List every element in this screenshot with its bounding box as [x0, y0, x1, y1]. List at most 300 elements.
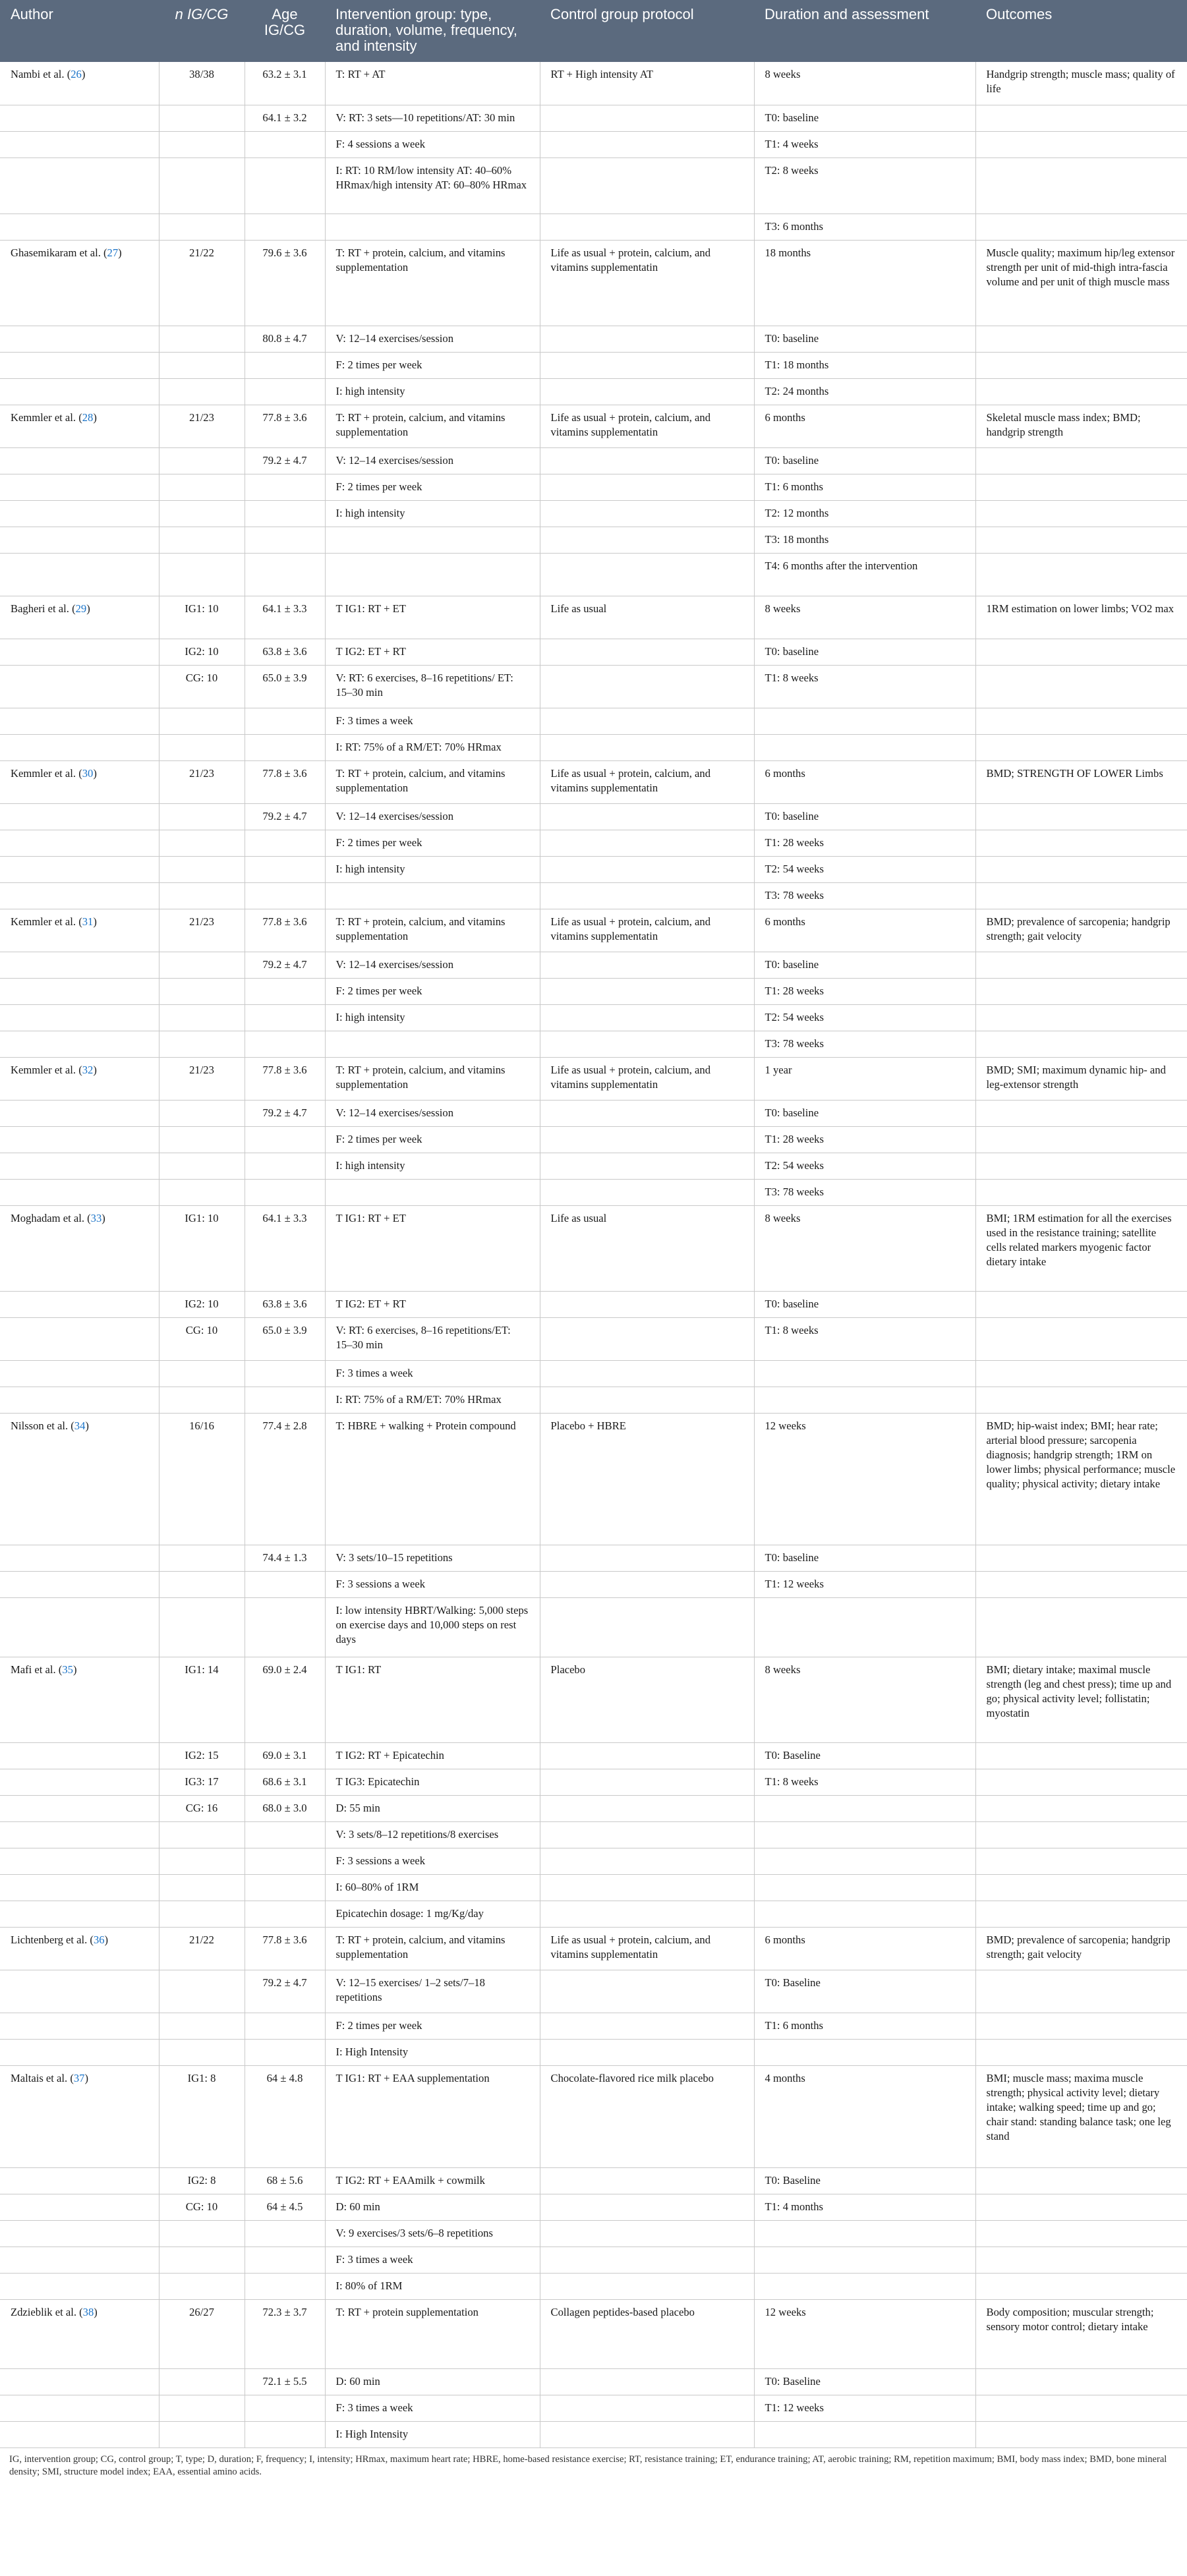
- cell-duration: 6 months: [754, 760, 975, 803]
- reference-link[interactable]: 34: [74, 1419, 86, 1432]
- table-row: [0, 214, 1187, 240]
- cell-control: RT + High intensity AT: [540, 62, 754, 105]
- cell-duration: T1: 28 weeks: [754, 1126, 975, 1153]
- cell-age: [245, 708, 325, 734]
- table-row: [0, 2065, 1187, 2167]
- cell-sample-size: [159, 2039, 245, 2065]
- cell-age: 64 ± 4.5: [245, 2194, 325, 2220]
- cell-duration: 6 months: [754, 405, 975, 447]
- cell-duration: [754, 1597, 975, 1657]
- cell-outcomes: [975, 978, 1187, 1004]
- reference-link[interactable]: 33: [90, 1211, 102, 1224]
- cell-outcomes: [975, 1360, 1187, 1387]
- cell-author: [0, 1387, 159, 1413]
- cell-outcomes: BMI; dietary intake; maximal muscle strength (leg and chest press); time up and go; physical activity level; follistatin; myostatin: [975, 1657, 1187, 1742]
- cell-intervention: T IG1: RT + ET: [325, 596, 540, 639]
- cell-age: [245, 378, 325, 405]
- cell-control: [540, 1317, 754, 1360]
- cell-outcomes: [975, 1848, 1187, 1874]
- cell-control: [540, 952, 754, 978]
- cell-author: [0, 734, 159, 760]
- cell-duration: 12 weeks: [754, 1413, 975, 1545]
- cell-age: [245, 2421, 325, 2447]
- cell-control: [540, 157, 754, 214]
- table-footnote: IG, intervention group; CG, control group; T, type; D, duration; F, frequency; I, intensity; HRmax, maximum heart rate; HBRE, home-based resistance exercise; RT, resistance training; ET, endurance training; AT, aerobic training; RM, repetition maximum; BMI, body mass index; BMD, bone mineral density; SMI, structure model index; EAA, essential amino acids.: [9, 2453, 1167, 2477]
- cell-age: [245, 1153, 325, 1179]
- table-row: [0, 157, 1187, 214]
- cell-author: [0, 1769, 159, 1795]
- cell-age: 77.8 ± 3.6: [245, 760, 325, 803]
- cell-outcomes: [975, 500, 1187, 527]
- cell-duration: T1: 28 weeks: [754, 978, 975, 1004]
- cell-sample-size: IG2: 10: [159, 1291, 245, 1317]
- table-row: [0, 2273, 1187, 2299]
- cell-intervention: I: low intensity HBRT/Walking: 5,000 steps on exercise days and 10,000 steps on rest days: [325, 1597, 540, 1657]
- table-row: [0, 2194, 1187, 2220]
- cell-sample-size: [159, 1387, 245, 1413]
- cell-control: [540, 553, 754, 596]
- author-name: Kemmler et al.: [11, 1063, 76, 1076]
- cell-intervention: F: 2 times per week: [325, 1126, 540, 1153]
- cell-author: [0, 1571, 159, 1597]
- cell-control: [540, 1291, 754, 1317]
- cell-outcomes: [975, 447, 1187, 474]
- cell-outcomes: [975, 378, 1187, 405]
- cell-author: Ghasemikaram et al. (27): [0, 240, 159, 326]
- cell-outcomes: [975, 734, 1187, 760]
- cell-sample-size: [159, 882, 245, 909]
- cell-control: [540, 1126, 754, 1153]
- table-row: [0, 447, 1187, 474]
- table-row: [0, 2167, 1187, 2194]
- cell-sample-size: [159, 856, 245, 882]
- cell-duration: T0: baseline: [754, 952, 975, 978]
- table-row: [0, 62, 1187, 105]
- cell-duration: [754, 1821, 975, 1848]
- cell-outcomes: [975, 1742, 1187, 1769]
- cell-intervention: T: RT + protein, calcium, and vitamins supplementation: [325, 760, 540, 803]
- cell-sample-size: [159, 1004, 245, 1031]
- cell-age: 65.0 ± 3.9: [245, 665, 325, 708]
- cell-age: 79.2 ± 4.7: [245, 1970, 325, 2013]
- cell-outcomes: BMD; prevalence of sarcopenia; handgrip strength; gait velocity: [975, 909, 1187, 952]
- cell-intervention: T IG2: RT + EAAmilk + cowmilk: [325, 2167, 540, 2194]
- cell-intervention: T IG1: RT: [325, 1657, 540, 1742]
- cell-control: [540, 2247, 754, 2273]
- cell-duration: 1 year: [754, 1057, 975, 1100]
- cell-outcomes: [975, 1291, 1187, 1317]
- cell-control: [540, 1179, 754, 1205]
- cell-age: 77.8 ± 3.6: [245, 405, 325, 447]
- cell-outcomes: [975, 1970, 1187, 2013]
- author-name: Mafi et al.: [11, 1663, 56, 1676]
- table-row: [0, 760, 1187, 803]
- cell-intervention: [325, 553, 540, 596]
- cell-sample-size: [159, 500, 245, 527]
- table-row: [0, 378, 1187, 405]
- table-row: [0, 2368, 1187, 2395]
- cell-author: [0, 2247, 159, 2273]
- cell-author: [0, 1179, 159, 1205]
- cell-control: [540, 1387, 754, 1413]
- cell-author: [0, 1100, 159, 1126]
- cell-duration: T2: 24 months: [754, 378, 975, 405]
- cell-control: [540, 1571, 754, 1597]
- cell-outcomes: BMD; hip-waist index; BMI; hear rate; arterial blood pressure; sarcopenia diagnosis; handgrip strength; 1RM on lower limbs; physical performance; muscle quality; physical activity; dietary intake: [975, 1413, 1187, 1545]
- cell-outcomes: Muscle quality; maximum hip/leg extensor strength per unit of mid-thigh intra-fascia volume and per unit of thigh muscle mass: [975, 240, 1187, 326]
- cell-sample-size: [159, 1179, 245, 1205]
- cell-author: [0, 1545, 159, 1571]
- cell-age: [245, 830, 325, 856]
- cell-control: [540, 1545, 754, 1571]
- cell-outcomes: [975, 1317, 1187, 1360]
- cell-control: [540, 1360, 754, 1387]
- cell-intervention: F: 2 times per week: [325, 474, 540, 500]
- cell-sample-size: [159, 2273, 245, 2299]
- cell-sample-size: 38/38: [159, 62, 245, 105]
- cell-sample-size: [159, 214, 245, 240]
- cell-author: [0, 105, 159, 131]
- cell-intervention: D: 60 min: [325, 2194, 540, 2220]
- cell-age: 64 ± 4.8: [245, 2065, 325, 2167]
- cell-author: [0, 1821, 159, 1848]
- cell-author: [0, 1126, 159, 1153]
- cell-age: 72.3 ± 3.7: [245, 2299, 325, 2368]
- cell-control: [540, 803, 754, 830]
- cell-author: Nilsson et al. (34): [0, 1413, 159, 1545]
- cell-control: [540, 500, 754, 527]
- cell-sample-size: IG1: 10: [159, 1205, 245, 1291]
- cell-control: Life as usual + protein, calcium, and vitamins supplementatin: [540, 909, 754, 952]
- cell-sample-size: CG: 16: [159, 1795, 245, 1821]
- cell-age: [245, 1848, 325, 1874]
- cell-age: [245, 553, 325, 596]
- cell-sample-size: [159, 352, 245, 378]
- cell-outcomes: [975, 214, 1187, 240]
- cell-outcomes: [975, 1874, 1187, 1901]
- table-row: [0, 1360, 1187, 1387]
- cell-author: Nambi et al. (26): [0, 62, 159, 105]
- cell-duration: T2: 12 months: [754, 500, 975, 527]
- cell-duration: T0: baseline: [754, 803, 975, 830]
- cell-sample-size: [159, 2247, 245, 2273]
- author-name: Kemmler et al.: [11, 915, 76, 928]
- table-row: [0, 1769, 1187, 1795]
- table-row: [0, 1821, 1187, 1848]
- cell-age: [245, 2247, 325, 2273]
- cell-duration: T0: baseline: [754, 326, 975, 352]
- cell-control: [540, 708, 754, 734]
- cell-age: 64.1 ± 3.3: [245, 1205, 325, 1291]
- cell-duration: T1: 8 weeks: [754, 1769, 975, 1795]
- cell-control: [540, 2395, 754, 2421]
- cell-intervention: I: high intensity: [325, 1004, 540, 1031]
- cell-outcomes: [975, 1179, 1187, 1205]
- cell-control: [540, 734, 754, 760]
- cell-intervention: I: high intensity: [325, 378, 540, 405]
- cell-intervention: I: 80% of 1RM: [325, 2273, 540, 2299]
- reference-link[interactable]: 29: [75, 602, 87, 615]
- cell-intervention: V: 12–14 exercises/session: [325, 326, 540, 352]
- cell-outcomes: [975, 105, 1187, 131]
- cell-control: [540, 326, 754, 352]
- cell-intervention: V: 3 sets/10–15 repetitions: [325, 1545, 540, 1571]
- table-row: [0, 1057, 1187, 1100]
- cell-outcomes: [975, 952, 1187, 978]
- cell-sample-size: [159, 157, 245, 214]
- author-name: Zdzieblik et al.: [11, 2305, 76, 2318]
- cell-outcomes: BMD; STRENGTH OF LOWER Limbs: [975, 760, 1187, 803]
- cell-duration: [754, 1387, 975, 1413]
- cell-sample-size: 21/22: [159, 1927, 245, 1970]
- cell-intervention: F: 3 sessions a week: [325, 1848, 540, 1874]
- cell-control: Collagen peptides-based placebo: [540, 2299, 754, 2368]
- cell-intervention: I: High Intensity: [325, 2421, 540, 2447]
- cell-sample-size: [159, 1901, 245, 1927]
- cell-control: Life as usual + protein, calcium, and vitamins supplementatin: [540, 240, 754, 326]
- cell-intervention: T IG2: ET + RT: [325, 1291, 540, 1317]
- cell-control: [540, 2220, 754, 2247]
- cell-sample-size: [159, 952, 245, 978]
- table-row: [0, 2013, 1187, 2039]
- cell-author: [0, 326, 159, 352]
- table-row: [0, 1205, 1187, 1291]
- table-row: [0, 1657, 1187, 1742]
- cell-duration: T0: baseline: [754, 1545, 975, 1571]
- cell-author: [0, 1874, 159, 1901]
- table-row: [0, 131, 1187, 157]
- cell-sample-size: [159, 527, 245, 553]
- reference-link[interactable]: 36: [93, 1933, 105, 1946]
- reference-link[interactable]: 35: [62, 1663, 73, 1676]
- cell-control: [540, 639, 754, 665]
- cell-sample-size: IG2: 8: [159, 2167, 245, 2194]
- cell-duration: T2: 8 weeks: [754, 157, 975, 214]
- cell-duration: T0: Baseline: [754, 1970, 975, 2013]
- cell-duration: 8 weeks: [754, 596, 975, 639]
- cell-duration: T3: 18 months: [754, 527, 975, 553]
- cell-intervention: F: 3 times a week: [325, 1360, 540, 1387]
- cell-intervention: F: 3 times a week: [325, 708, 540, 734]
- table-row: [0, 2395, 1187, 2421]
- cell-control: [540, 378, 754, 405]
- cell-age: 63.8 ± 3.6: [245, 639, 325, 665]
- cell-duration: [754, 2039, 975, 2065]
- cell-intervention: T: RT + protein, calcium, and vitamins supplementation: [325, 240, 540, 326]
- reference-link[interactable]: 32: [82, 1063, 94, 1076]
- cell-author: [0, 378, 159, 405]
- cell-duration: [754, 2273, 975, 2299]
- cell-sample-size: [159, 105, 245, 131]
- cell-author: Kemmler et al. (32): [0, 1057, 159, 1100]
- cell-duration: T2: 54 weeks: [754, 1153, 975, 1179]
- cell-sample-size: CG: 10: [159, 1317, 245, 1360]
- table-row: [0, 639, 1187, 665]
- cell-duration: T1: 8 weeks: [754, 1317, 975, 1360]
- cell-control: [540, 2167, 754, 2194]
- cell-sample-size: [159, 2421, 245, 2447]
- cell-duration: T3: 78 weeks: [754, 1031, 975, 1057]
- table-row: [0, 2421, 1187, 2447]
- cell-author: [0, 2194, 159, 2220]
- cell-duration: T2: 54 weeks: [754, 1004, 975, 1031]
- reference-link[interactable]: 28: [82, 411, 94, 424]
- cell-intervention: T IG1: RT + ET: [325, 1205, 540, 1291]
- reference-link[interactable]: 30: [82, 766, 94, 780]
- cell-intervention: F: 3 times a week: [325, 2395, 540, 2421]
- table-row: [0, 596, 1187, 639]
- cell-intervention: F: 2 times per week: [325, 830, 540, 856]
- cell-age: [245, 1387, 325, 1413]
- cell-intervention: Epicatechin dosage: 1 mg/Kg/day: [325, 1901, 540, 1927]
- reference-link[interactable]: 27: [107, 246, 119, 259]
- cell-duration: T3: 78 weeks: [754, 1179, 975, 1205]
- table-row: [0, 1970, 1187, 2013]
- cell-sample-size: [159, 378, 245, 405]
- cell-intervention: I: RT: 75% of a RM/ET: 70% HRmax: [325, 734, 540, 760]
- table-row: [0, 952, 1187, 978]
- cell-sample-size: [159, 708, 245, 734]
- table-row: [0, 665, 1187, 708]
- table-row: [0, 830, 1187, 856]
- cell-intervention: F: 2 times per week: [325, 978, 540, 1004]
- cell-outcomes: [975, 830, 1187, 856]
- cell-outcomes: [975, 157, 1187, 214]
- cell-control: [540, 131, 754, 157]
- cell-author: [0, 352, 159, 378]
- cell-age: 77.8 ± 3.6: [245, 1927, 325, 1970]
- cell-outcomes: [975, 1031, 1187, 1057]
- cell-control: [540, 1901, 754, 1927]
- cell-age: [245, 1360, 325, 1387]
- cell-control: [540, 830, 754, 856]
- table-row: [0, 2299, 1187, 2368]
- table-header-row: [0, 0, 1187, 62]
- reference-link[interactable]: 37: [73, 2071, 85, 2084]
- cell-control: Placebo + HBRE: [540, 1413, 754, 1545]
- cell-duration: T1: 8 weeks: [754, 665, 975, 708]
- cell-sample-size: 21/23: [159, 909, 245, 952]
- cell-outcomes: [975, 352, 1187, 378]
- cell-age: 63.8 ± 3.6: [245, 1291, 325, 1317]
- cell-sample-size: [159, 830, 245, 856]
- cell-intervention: T IG1: RT + EAA supplementation: [325, 2065, 540, 2167]
- cell-intervention: V: 12–14 exercises/session: [325, 1100, 540, 1126]
- cell-age: 68.0 ± 3.0: [245, 1795, 325, 1821]
- cell-duration: T0: baseline: [754, 105, 975, 131]
- cell-outcomes: [975, 326, 1187, 352]
- cell-sample-size: IG1: 14: [159, 1657, 245, 1742]
- table-row: [0, 1291, 1187, 1317]
- header-author: Author: [0, 0, 159, 62]
- cell-intervention: T: RT + protein, calcium, and vitamins supplementation: [325, 405, 540, 447]
- cell-duration: T1: 4 months: [754, 2194, 975, 2220]
- cell-duration: T1: 28 weeks: [754, 830, 975, 856]
- author-name: Maltais et al.: [11, 2071, 68, 2084]
- cell-outcomes: Skeletal muscle mass index; BMD; handgrip strength: [975, 405, 1187, 447]
- table-row: [0, 240, 1187, 326]
- cell-author: [0, 500, 159, 527]
- cell-intervention: I: high intensity: [325, 500, 540, 527]
- cell-control: Placebo: [540, 1657, 754, 1742]
- table-row: [0, 527, 1187, 553]
- cell-author: [0, 2220, 159, 2247]
- cell-control: [540, 2421, 754, 2447]
- author-name: Kemmler et al.: [11, 411, 76, 424]
- cell-intervention: I: High Intensity: [325, 2039, 540, 2065]
- cell-author: [0, 1795, 159, 1821]
- reference-link[interactable]: 26: [71, 68, 82, 80]
- cell-duration: T1: 6 months: [754, 474, 975, 500]
- cell-intervention: T: HBRE + walking + Protein compound: [325, 1413, 540, 1545]
- cell-intervention: [325, 1179, 540, 1205]
- cell-sample-size: IG2: 10: [159, 639, 245, 665]
- table-row: [0, 500, 1187, 527]
- cell-control: [540, 2368, 754, 2395]
- cell-author: [0, 1970, 159, 2013]
- cell-control: [540, 882, 754, 909]
- cell-author: Maltais et al. (37): [0, 2065, 159, 2167]
- cell-outcomes: [975, 1769, 1187, 1795]
- cell-outcomes: [975, 2247, 1187, 2273]
- cell-author: [0, 639, 159, 665]
- cell-age: [245, 214, 325, 240]
- cell-intervention: [325, 1031, 540, 1057]
- reference-link[interactable]: 38: [82, 2305, 94, 2318]
- author-name: Nambi et al.: [11, 68, 65, 80]
- cell-duration: T3: 78 weeks: [754, 882, 975, 909]
- table-row: [0, 1597, 1187, 1657]
- cell-sample-size: IG3: 17: [159, 1769, 245, 1795]
- table-row: [0, 1031, 1187, 1057]
- cell-outcomes: [975, 1795, 1187, 1821]
- cell-control: Life as usual: [540, 1205, 754, 1291]
- cell-intervention: V: 12–14 exercises/session: [325, 952, 540, 978]
- cell-duration: T0: Baseline: [754, 2167, 975, 2194]
- cell-duration: T0: Baseline: [754, 2368, 975, 2395]
- cell-outcomes: [975, 1545, 1187, 1571]
- table-row: [0, 978, 1187, 1004]
- cell-intervention: [325, 214, 540, 240]
- header-duration: Duration and assessment: [754, 0, 975, 62]
- cell-age: [245, 978, 325, 1004]
- cell-author: [0, 1291, 159, 1317]
- cell-author: [0, 2368, 159, 2395]
- cell-duration: [754, 2421, 975, 2447]
- cell-control: [540, 2039, 754, 2065]
- table-row: [0, 1742, 1187, 1769]
- cell-outcomes: [975, 2167, 1187, 2194]
- cell-age: [245, 1571, 325, 1597]
- reference-link[interactable]: 31: [82, 915, 94, 928]
- cell-outcomes: [975, 882, 1187, 909]
- cell-author: [0, 214, 159, 240]
- cell-author: [0, 2273, 159, 2299]
- header-outcomes: Outcomes: [975, 0, 1187, 62]
- table-row: [0, 882, 1187, 909]
- cell-author: Bagheri et al. (29): [0, 596, 159, 639]
- cell-outcomes: 1RM estimation on lower limbs; VO2 max: [975, 596, 1187, 639]
- cell-outcomes: [975, 2039, 1187, 2065]
- cell-outcomes: [975, 639, 1187, 665]
- cell-outcomes: [975, 1387, 1187, 1413]
- cell-duration: 8 weeks: [754, 62, 975, 105]
- cell-outcomes: Body composition; muscular strength; sensory motor control; dietary intake: [975, 2299, 1187, 2368]
- cell-intervention: F: 2 times per week: [325, 2013, 540, 2039]
- cell-duration: [754, 2220, 975, 2247]
- cell-author: [0, 803, 159, 830]
- author-name: Ghasemikaram et al.: [11, 246, 101, 259]
